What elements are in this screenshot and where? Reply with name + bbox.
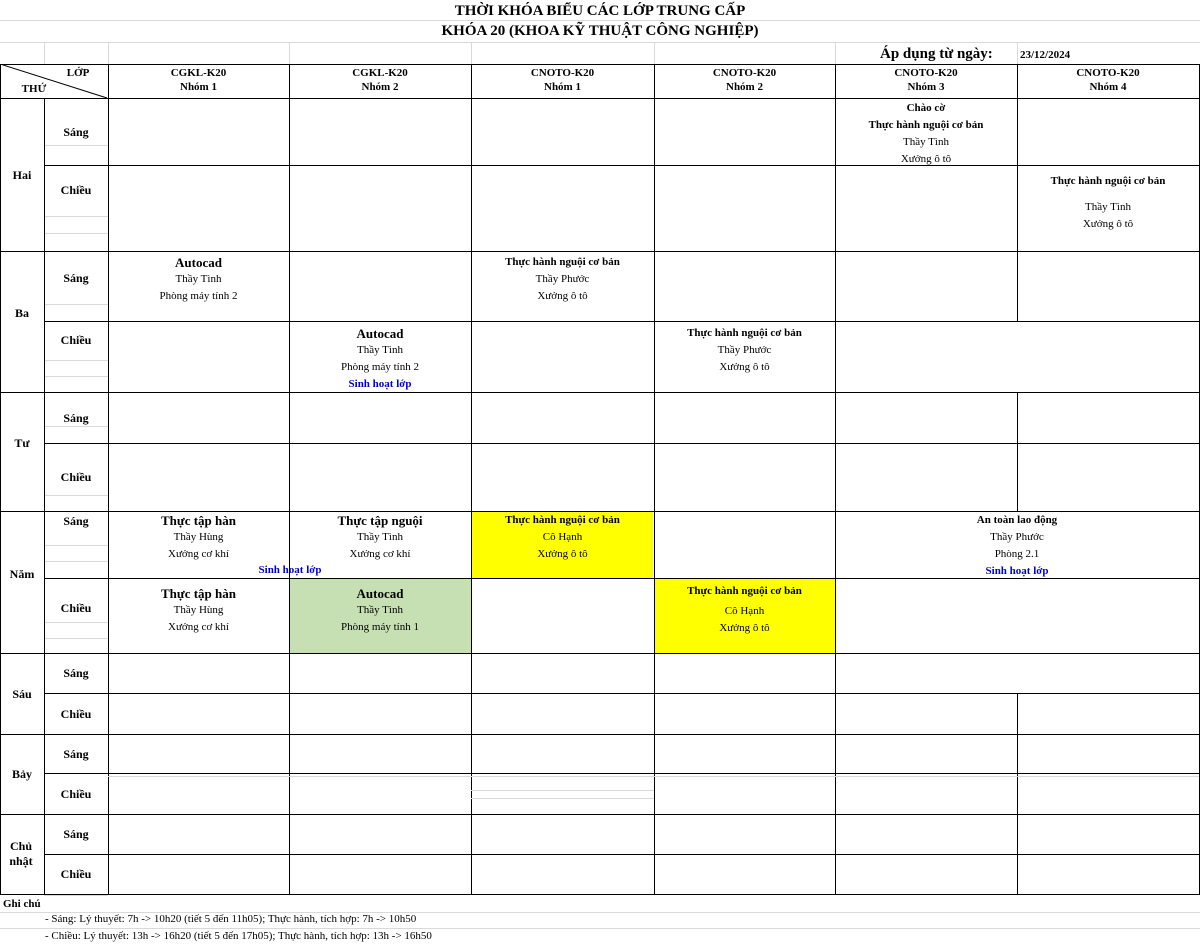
session-sau-chieu: Chiều bbox=[60, 707, 92, 721]
table-border bbox=[0, 98, 1200, 99]
gridline bbox=[0, 42, 1200, 43]
gridline bbox=[1017, 42, 1018, 64]
column-border bbox=[1017, 392, 1018, 511]
gridline bbox=[654, 42, 655, 64]
day-border bbox=[0, 392, 1200, 393]
gridline bbox=[44, 233, 108, 234]
day-tu: Tư bbox=[14, 436, 30, 450]
session-border bbox=[44, 165, 1200, 166]
gridline bbox=[44, 42, 45, 64]
gridline bbox=[108, 42, 109, 64]
gridline bbox=[44, 495, 108, 496]
page-title: THỜI KHÓA BIỂU CÁC LỚP TRUNG CẤP bbox=[454, 3, 746, 19]
notes-label: Ghi chú bbox=[3, 898, 41, 910]
gridline bbox=[44, 895, 108, 896]
class-block-nam-sang-cnoto1: Thực hành nguội cơ bản Cô Hạnh Xưởng ô tô bbox=[505, 514, 620, 560]
session-nam-chieu: Chiều bbox=[60, 601, 92, 615]
corner-class-label: LỚP bbox=[66, 67, 90, 79]
gridline bbox=[44, 145, 108, 146]
session-nam-sang: Sáng bbox=[63, 514, 89, 528]
class-block-nam-chieu-cnoto2: Thực hành nguội cơ bản Cô Hạnh Xưởng ô tô bbox=[687, 585, 802, 634]
session-ba-sang: Sáng bbox=[63, 271, 89, 285]
day-border bbox=[0, 894, 1200, 895]
gridline bbox=[44, 376, 108, 377]
apply-date-value: 23/12/2024 bbox=[1020, 49, 1071, 61]
day-hai: Hai bbox=[12, 168, 32, 182]
day-sau: Sáu bbox=[12, 687, 32, 701]
sinh-hoat-lop-nam-sang-n34: Sinh hoạt lớp bbox=[985, 565, 1049, 577]
class-block-hai-chieu-cnoto4: Thực hành nguội cơ bản Thầy Tình Xưởng ô tô bbox=[1050, 175, 1166, 230]
day-bay: Bảy bbox=[11, 767, 32, 781]
session-tu-chieu: Chiều bbox=[60, 470, 92, 484]
session-border bbox=[44, 773, 1200, 774]
day-border bbox=[0, 251, 1200, 252]
sinh-hoat-lop-nam-sang: Sinh hoạt lớp bbox=[258, 564, 322, 576]
day-border bbox=[0, 734, 1200, 735]
session-border bbox=[44, 443, 1200, 444]
class-block-nam-sang-cnoto34: An toàn lao động Thầy Phước Phòng 2.1 Sinh hoạt lớp bbox=[835, 512, 1199, 580]
class-block-ba-sang-cgkl1: Autocad Thầy Tình Phòng máy tính 2 bbox=[159, 255, 238, 302]
session-tu-sang: Sáng bbox=[63, 411, 89, 425]
column-border bbox=[1017, 693, 1018, 894]
session-cn-chieu: Chiều bbox=[60, 867, 92, 881]
corner-day-label: THỨ bbox=[21, 83, 47, 95]
column-border bbox=[654, 64, 655, 894]
session-cn-sang: Sáng bbox=[63, 827, 89, 841]
session-bay-sang: Sáng bbox=[63, 747, 89, 761]
class-block-ba-chieu-cnoto2: Thực hành nguội cơ bản Thầy Phước Xưởng ô tô bbox=[687, 327, 802, 373]
column-border bbox=[108, 64, 109, 894]
session-border bbox=[44, 321, 1200, 322]
apply-date-label: Áp dụng từ ngày: bbox=[880, 46, 993, 62]
class-block-nam-chieu-cgkl2: Autocad Thầy Tình Phòng máy tính 1 bbox=[341, 586, 419, 633]
gridline bbox=[471, 798, 654, 799]
gridline bbox=[835, 42, 836, 64]
day-border bbox=[0, 814, 1200, 815]
notes-line-2: - Chiều: Lý thuyết: 13h -> 16h20 (tiết 5 đến 17h05); Thực hành, tích hợp: 13h -> 16h50 bbox=[45, 930, 432, 942]
gridline bbox=[44, 622, 108, 623]
session-border bbox=[44, 854, 1200, 855]
gridline bbox=[44, 426, 108, 427]
table-border bbox=[0, 64, 1200, 65]
class-header-1: CGKL-K20 Nhóm 1 bbox=[170, 67, 227, 93]
column-border bbox=[289, 64, 290, 894]
day-border bbox=[0, 653, 1200, 654]
class-header-4: CNOTO-K20 Nhóm 2 bbox=[712, 67, 777, 93]
day-nam: Năm bbox=[9, 567, 35, 581]
session-hai-sang: Sáng bbox=[63, 125, 89, 139]
day-ba: Ba bbox=[14, 306, 29, 320]
session-bay-chieu: Chiều bbox=[60, 787, 92, 801]
class-block-nam-chieu-cgkl1: Thực tập hàn Thầy Hùng Xưởng cơ khí bbox=[161, 586, 236, 633]
session-sau-sang: Sáng bbox=[63, 666, 89, 680]
page-subtitle: KHÓA 20 (KHOA KỸ THUẬT CÔNG NGHIỆP) bbox=[441, 23, 759, 39]
gridline bbox=[471, 790, 654, 791]
gridline bbox=[44, 638, 108, 639]
sinh-hoat-lop-ba-chieu: Sinh hoạt lớp bbox=[348, 378, 412, 390]
day-chu-nhat: Chủ nhật bbox=[9, 839, 33, 868]
class-header-6: CNOTO-K20 Nhóm 4 bbox=[1076, 67, 1140, 93]
gridline bbox=[44, 545, 108, 546]
gridline bbox=[44, 360, 108, 361]
class-block-nam-sang-cgkl2: Thực tập nguội Thầy Tình Xưởng cơ khí bbox=[337, 513, 423, 560]
gridline bbox=[471, 42, 472, 64]
column-border bbox=[835, 64, 836, 894]
gridline bbox=[108, 776, 1199, 777]
corner-diagonal bbox=[0, 64, 108, 99]
column-border bbox=[471, 64, 472, 894]
class-header-5: CNOTO-K20 Nhóm 3 bbox=[894, 67, 958, 93]
class-header-2: CGKL-K20 Nhóm 2 bbox=[352, 67, 408, 93]
gridline bbox=[44, 561, 108, 562]
gridline bbox=[44, 304, 108, 305]
session-hai-chieu: Chiều bbox=[60, 183, 92, 197]
gridline bbox=[0, 20, 1200, 21]
gridline bbox=[0, 928, 1200, 929]
class-block-nam-sang-cgkl1: Thực tập hàn Thầy Hùng Xưởng cơ khí bbox=[161, 513, 236, 560]
session-ba-chieu: Chiều bbox=[60, 333, 92, 347]
class-block-hai-sang-cnoto3: Chào cờ Thực hành nguội cơ bản Thầy Tình Xưởng ô tô bbox=[868, 102, 984, 165]
gridline bbox=[289, 42, 290, 64]
class-block-ba-chieu-cgkl2: Autocad Thầy Tình Phòng máy tính 2 Sinh hoạt lớp bbox=[289, 325, 471, 393]
class-block-ba-sang-cnoto1: Thực hành nguội cơ bản Thầy Phước Xưởng ô tô bbox=[505, 256, 620, 302]
gridline bbox=[44, 216, 108, 217]
column-border bbox=[44, 98, 45, 894]
class-header-3: CNOTO-K20 Nhóm 1 bbox=[530, 67, 595, 93]
session-border bbox=[44, 693, 1200, 694]
notes-line-1: - Sáng: Lý thuyết: 7h -> 10h20 (tiết 5 đến 11h05); Thực hành, tích hợp: 7h -> 10h50 bbox=[45, 913, 417, 925]
